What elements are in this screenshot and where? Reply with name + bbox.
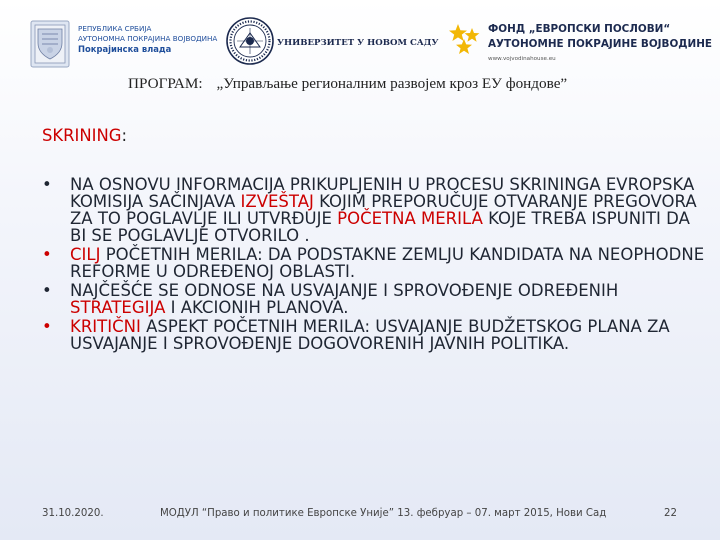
coat-of-arms-icon — [30, 20, 70, 68]
footer-course: МОДУЛ “Право и политике Европске Уније” 13. фебруар – 07. март 2015, Нови Сад — [160, 508, 607, 519]
heading-colon: : — [121, 126, 127, 145]
slide-heading — [42, 126, 127, 145]
bullet-marker: • — [42, 317, 52, 336]
province-line-1: РЕПУБЛИКА СРБИЈА — [78, 24, 152, 33]
province-line-2: АУТОНОМНА ПОКРАЈИНА ВОЈВОДИНА — [78, 34, 218, 43]
list-item — [40, 318, 708, 352]
bullet-highlight: IZVEŠTAJ — [240, 192, 314, 211]
university-seal-icon — [225, 16, 275, 66]
bullet-marker: • — [42, 245, 52, 264]
bullet-text: POČETNIH MERILA: DA PODSTAKNE ZEMLJU KANDIDATA NA NEOPHODNE REFORME U ODREĐENOJ OBLASTI. — [70, 245, 705, 281]
bullet-highlight: POČETNA MERILA — [337, 209, 483, 228]
bullet-text: KOJE TREBA ISPUNITI DA BI SE POGLAVLJE OTVORILO . — [70, 209, 690, 245]
bullet-marker: • — [42, 175, 52, 194]
list-item — [40, 246, 708, 280]
fund-line-2: АУТОНОМНЕ ПОКРАЈИНЕ ВОЈВОДИНЕ — [488, 38, 713, 50]
bullet-text: I AKCIONIH PLANOVA. — [165, 298, 349, 317]
footer-date: 31.10.2020. — [42, 508, 104, 519]
program-label: ПРОГРАМ: — [128, 75, 203, 92]
bullet-text: NAJČEŠĆE SE ODNOSE NA USVAJANJE I SPROVOĐENJE ODREĐENIH — [70, 281, 619, 300]
page-number: 22 — [664, 508, 677, 519]
bullet-highlight: STRATEGIJA — [70, 298, 166, 317]
province-line-3: Покрајинска влада — [78, 44, 172, 54]
province-text — [78, 24, 217, 54]
bullet-list — [40, 176, 708, 354]
program-title: „Управљање регионалним развојем кроз ЕУ фондове” — [216, 75, 568, 92]
bullet-highlight: CILJ — [70, 245, 101, 264]
fund-url: www.vojvodinahouse.eu — [488, 56, 556, 62]
university-name: УНИВЕРЗИТЕТ У НОВОМ САДУ — [277, 38, 439, 48]
bullet-text: NA OSNOVU INFORMACIJA PRIKUPLJENIH U PROCESU SKRININGA EVROPSKA KOMISIJA SAČINJAVA — [70, 175, 695, 211]
heading-text: SKRINING — [42, 126, 122, 145]
list-item — [40, 176, 708, 244]
fund-logo — [448, 18, 713, 68]
fund-line-1: ФОНД „ЕВРОПСКИ ПОСЛОВИ“ — [488, 23, 671, 35]
list-item — [40, 282, 708, 316]
bullet-text: KOJIM PREPORUČUJE OTVARANJE PREGOVORA ZA TO POGLAVLJE ILI UTVRĐUJE — [70, 192, 697, 228]
bullet-text: ASPEKT POČETNIH MERILA: USVAJANJE BUDŽETSKOG PLANA ZA USVAJANJE I SPROVOĐENJE DOGOVORENIH JAVNIH POLITIKA. — [70, 317, 670, 353]
fund-name — [488, 22, 712, 52]
university-logo — [225, 16, 440, 68]
stars-icon — [448, 22, 482, 56]
bullet-marker: • — [42, 281, 52, 300]
program-line — [128, 75, 567, 93]
bullet-highlight: KRITIČNI — [70, 317, 141, 336]
province-logo — [30, 14, 230, 70]
